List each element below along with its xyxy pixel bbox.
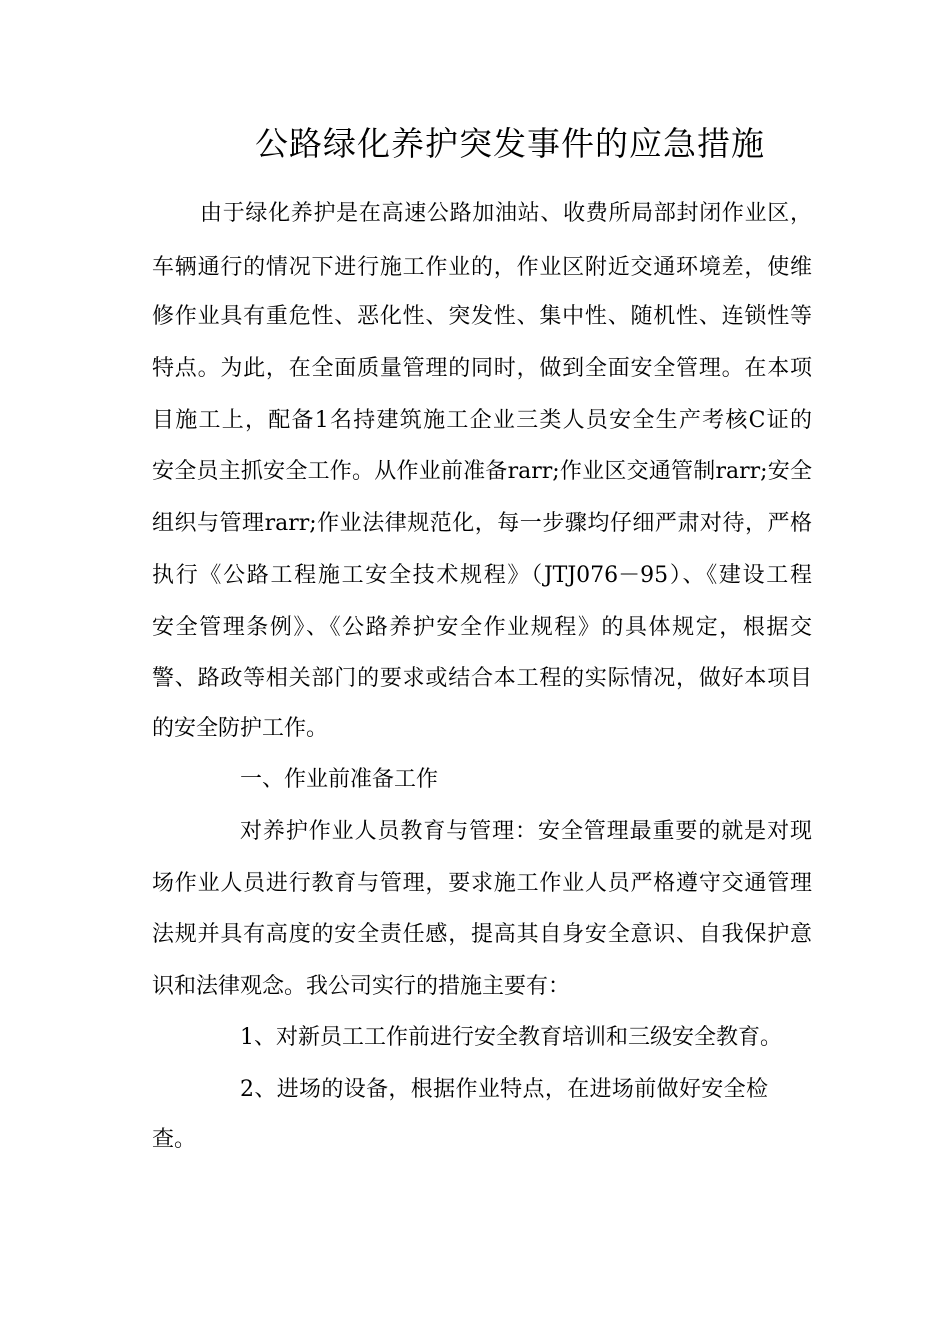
section1-line: 识和法律观念。我公司实行的措施主要有：	[152, 974, 571, 999]
list-item-2-continued: 查。	[152, 1127, 197, 1152]
intro-line: 目施工上，配备1名持建筑施工企业三类人员安全生产考核C证的	[152, 408, 812, 433]
section1-line: 法规并具有高度的安全责任感，提高其自身安全意识、自我保护意	[152, 922, 812, 947]
intro-line: 修作业具有重危性、恶化性、突发性、集中性、随机性、连锁性等	[152, 304, 812, 329]
section1-line: 对养护作业人员教育与管理：安全管理最重要的就是对现	[240, 819, 812, 844]
document-title: 公路绿化养护突发事件的应急措施	[255, 124, 765, 163]
section-heading: 一、作业前准备工作	[240, 767, 439, 792]
intro-line: 由于绿化养护是在高速公路加油站、收费所局部封闭作业区，	[200, 201, 812, 226]
section1-line: 场作业人员进行教育与管理，要求施工作业人员严格遵守交通管理	[152, 871, 812, 896]
intro-line: 特点。为此，在全面质量管理的同时，做到全面安全管理。在本项	[152, 356, 812, 381]
list-item-1: 1、对新员工工作前进行安全教育培训和三级安全教育。	[240, 1025, 782, 1050]
intro-line: 组织与管理rarr;作业法律规范化，每一步骤均仔细严肃对待，严格	[152, 511, 812, 536]
intro-line: 的安全防护工作。	[152, 716, 329, 741]
intro-line: 警、路政等相关部门的要求或结合本工程的实际情况，做好本项目	[152, 666, 812, 691]
intro-line: 安全员主抓安全工作。从作业前准备rarr;作业区交通管制rarr;安全	[152, 459, 812, 484]
intro-line: 执行《公路工程施工安全技术规程》（JTJ076－95）、《建设工程	[152, 563, 812, 588]
list-item-2: 2、进场的设备，根据作业特点，在进场前做好安全检	[240, 1077, 768, 1102]
intro-line: 车辆通行的情况下进行施工作业的，作业区附近交通环境差，使维	[152, 255, 812, 280]
intro-line: 安全管理条例》、《公路养护安全作业规程》的具体规定，根据交	[152, 615, 812, 640]
